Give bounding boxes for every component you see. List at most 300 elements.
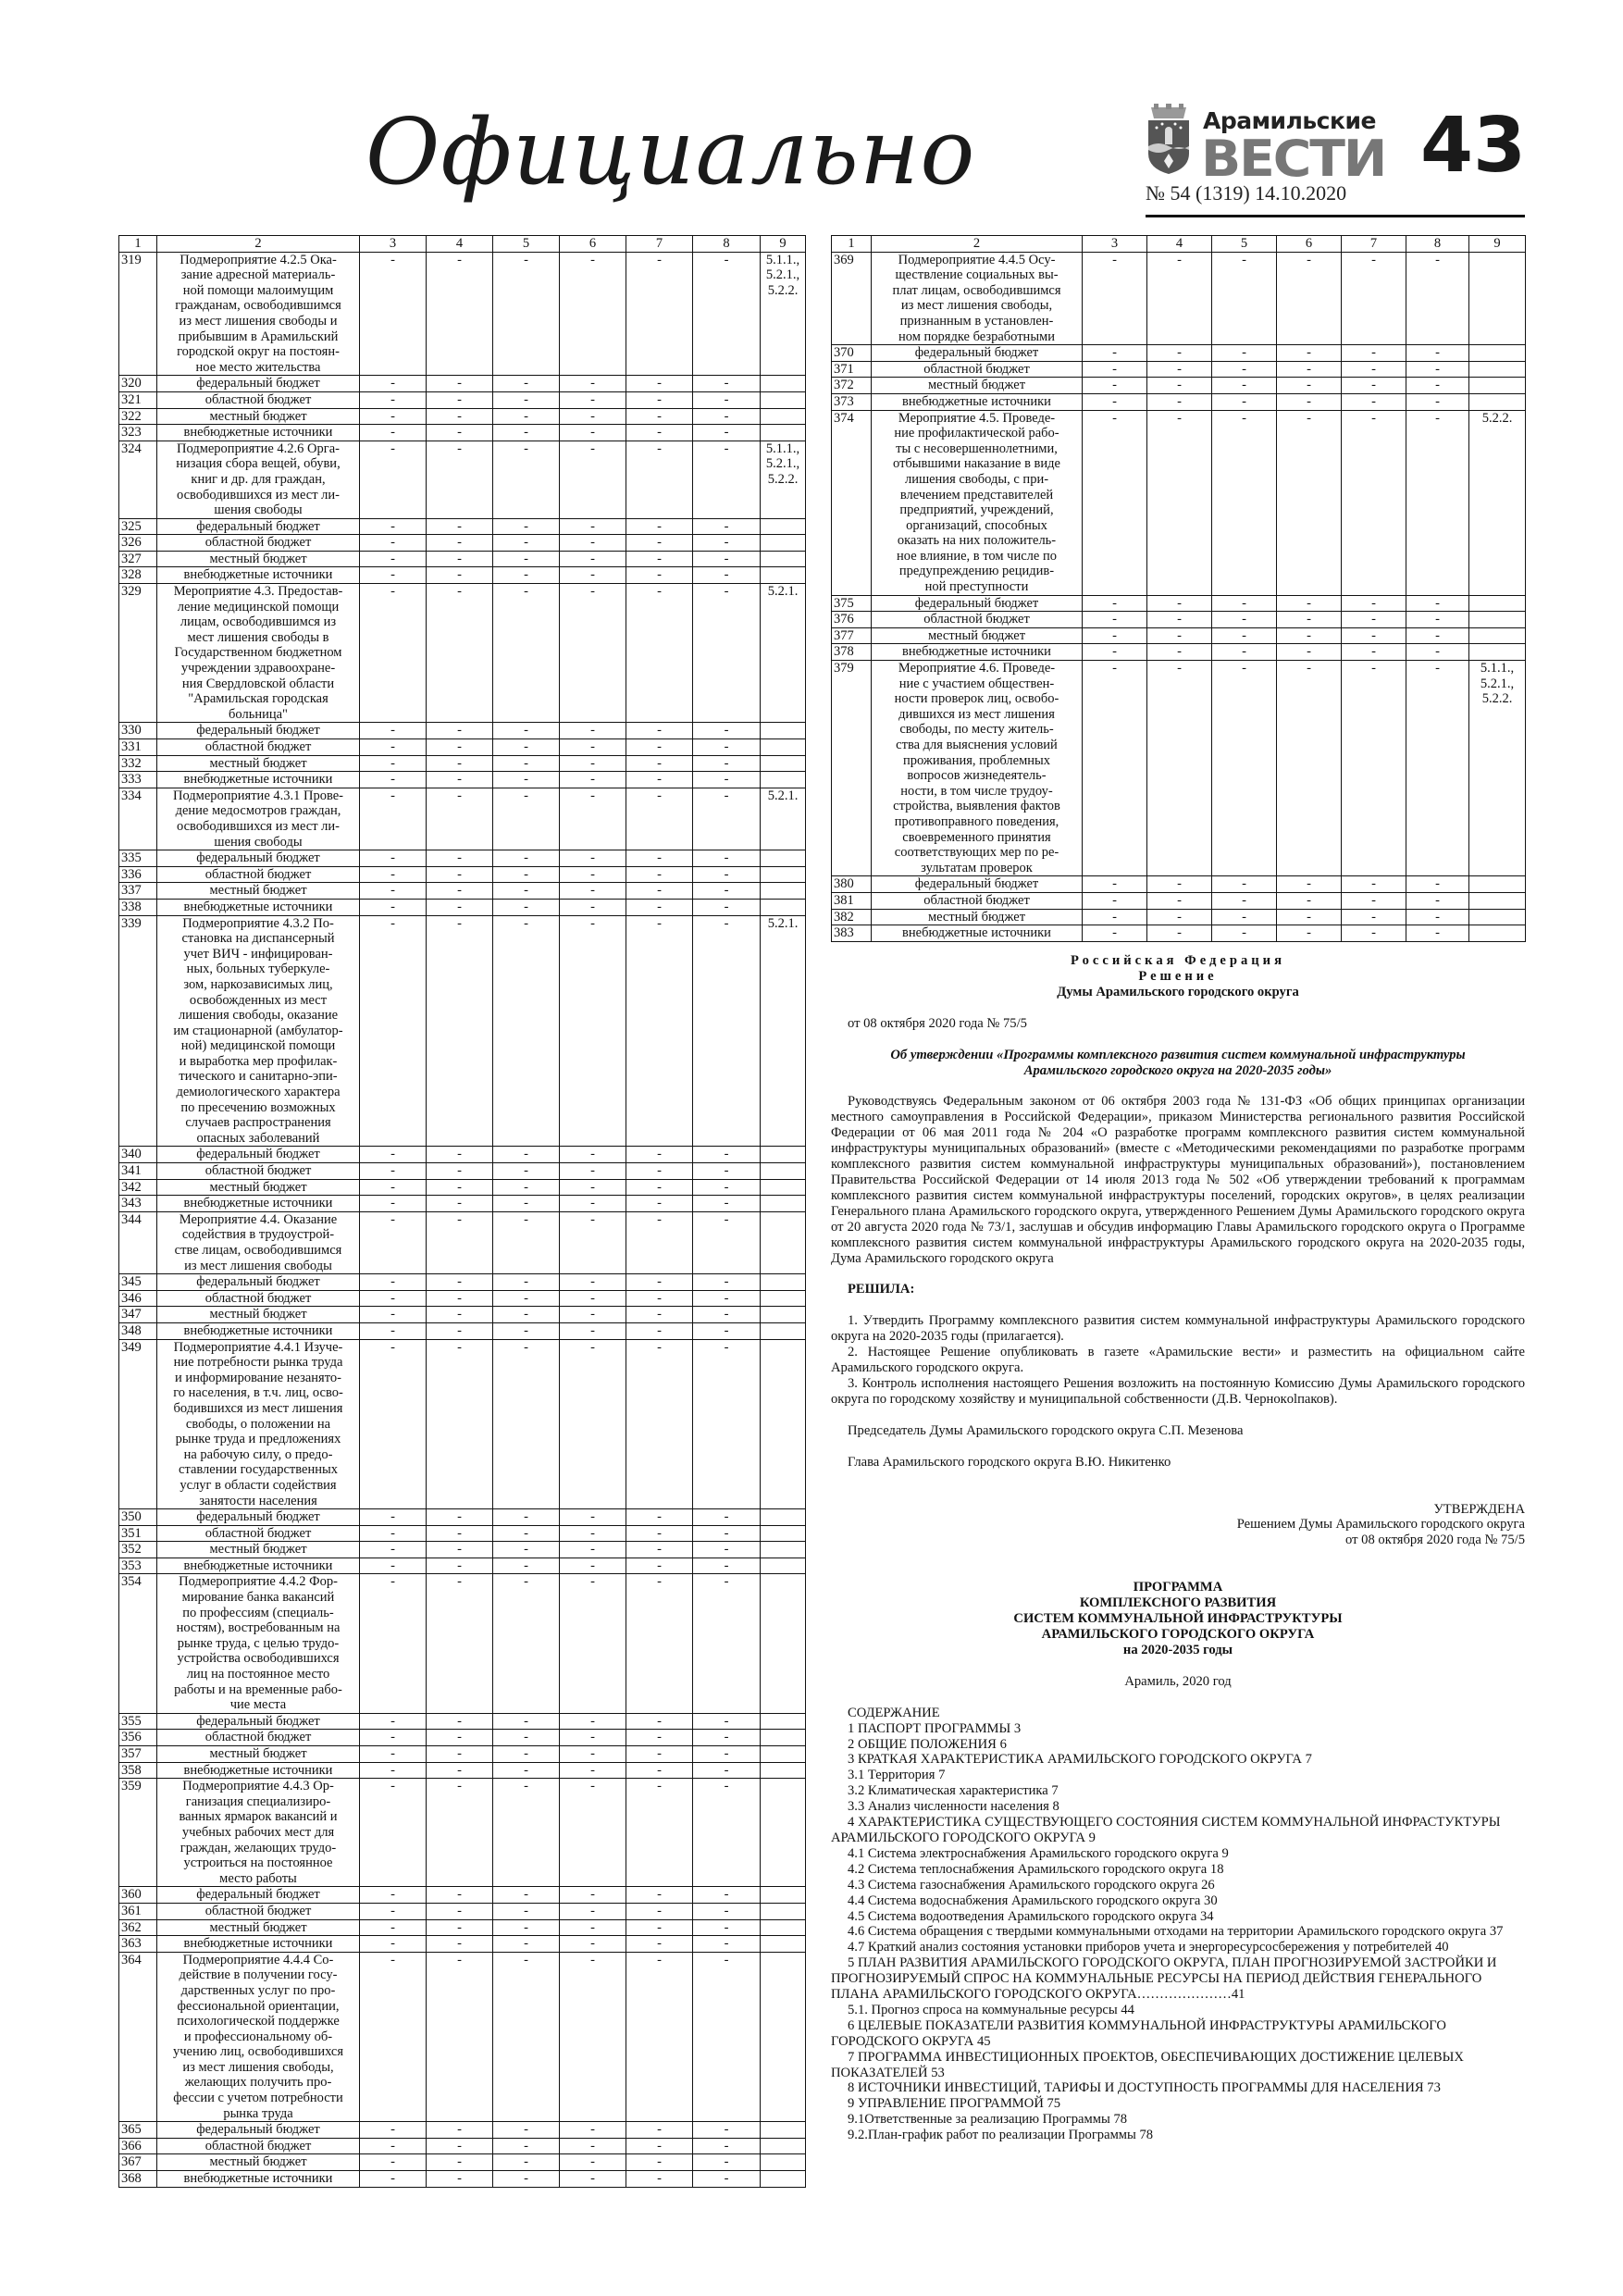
row-description: местный бюджет (157, 1179, 360, 1196)
table-row (119, 567, 806, 584)
table-row (832, 393, 1526, 410)
target-indicator-ref: 5.2.1. (761, 584, 806, 723)
value-cell: - (1147, 361, 1212, 378)
row-description: внебюджетные источники (157, 2171, 360, 2188)
target-indicator-ref (761, 1274, 806, 1291)
value-cell: - (360, 1147, 427, 1163)
row-number: 375 (832, 595, 872, 612)
value-cell: - (560, 915, 626, 1147)
value-cell: - (693, 408, 761, 425)
value-cell: - (560, 1936, 626, 1953)
value-cell: - (360, 408, 427, 425)
value-cell: - (427, 1730, 493, 1746)
table-row (119, 1211, 806, 1273)
value-cell: - (1277, 627, 1342, 644)
row-description: федеральный бюджет (157, 1713, 360, 1730)
table-of-contents (831, 1721, 1525, 2143)
table-row (119, 883, 806, 900)
value-cell: - (360, 1730, 427, 1746)
value-cell: - (1147, 393, 1212, 410)
value-cell: - (626, 1713, 693, 1730)
value-cell: - (560, 866, 626, 883)
value-cell: - (1342, 612, 1406, 628)
value-cell: - (1406, 595, 1469, 612)
value-cell: - (360, 1339, 427, 1509)
value-cell: - (560, 408, 626, 425)
value-cell: - (360, 1713, 427, 1730)
row-number: 324 (119, 441, 157, 518)
target-indicator-ref (761, 1558, 806, 1574)
value-cell: - (493, 1730, 560, 1746)
value-cell: - (693, 2122, 761, 2139)
value-cell: - (626, 2171, 693, 2188)
table-row (119, 1196, 806, 1212)
row-description: федеральный бюджет (157, 1509, 360, 1526)
value-cell: - (693, 1163, 761, 1180)
value-cell: - (626, 1196, 693, 1212)
column-header: 9 (1469, 236, 1526, 253)
toc-item: 3.2 Климатическая характеристика 7 (848, 1783, 1059, 1799)
value-cell: - (360, 252, 427, 376)
value-cell: - (493, 1713, 560, 1730)
target-indicator-ref (761, 1542, 806, 1558)
value-cell: - (626, 723, 693, 739)
value-cell: - (493, 518, 560, 535)
row-number: 383 (832, 925, 872, 942)
target-indicator-ref (1469, 595, 1526, 612)
value-cell: - (626, 1163, 693, 1180)
chairman-signature: Председатель Думы Арамильского городского округа С.П. Мезенова (848, 1422, 1244, 1438)
table-row (119, 584, 806, 723)
row-number: 323 (119, 425, 157, 441)
value-cell: - (560, 535, 626, 552)
value-cell: - (1083, 378, 1147, 394)
row-description: местный бюджет (872, 909, 1083, 925)
table-row (119, 899, 806, 915)
value-cell: - (1212, 909, 1277, 925)
value-cell: - (1083, 345, 1147, 362)
table-row (119, 1762, 806, 1779)
value-cell: - (560, 1779, 626, 1887)
value-cell: - (626, 535, 693, 552)
value-cell: - (560, 376, 626, 392)
value-cell: - (493, 1509, 560, 1526)
value-cell: - (1147, 410, 1212, 595)
target-indicator-ref: 5.1.1., 5.2.1., 5.2.2. (761, 252, 806, 376)
table-row (119, 1558, 806, 1574)
value-cell: - (427, 866, 493, 883)
target-indicator-ref (761, 408, 806, 425)
row-description: Мероприятие 4.6. Проведе- ние с участием обществен- ности проверок лиц, освобо- дившихся из мест лишения свободы, по месту житель- ства для выяснения условий проживания, проблемных вопросов жизнедеятель- ности, в том числе трудоу- стройства, выявления фактов противоправного поведения, своевременного принятия соответствующих мер по ре- зультатам проверок (872, 661, 1083, 876)
value-cell: - (693, 2138, 761, 2154)
column-header: 7 (626, 236, 693, 253)
toc-item: 3.1 Территория 7 (848, 1768, 946, 1783)
target-indicator-ref (761, 1887, 806, 1904)
toc-item: 4.3 Система газоснабжения Арамильского городского округа 26 (848, 1877, 1215, 1893)
value-cell: - (560, 1322, 626, 1339)
table-row (119, 1163, 806, 1180)
value-cell: - (360, 723, 427, 739)
value-cell: - (493, 391, 560, 408)
row-description: внебюджетные источники (157, 772, 360, 788)
value-cell: - (360, 1179, 427, 1196)
value-cell: - (493, 441, 560, 518)
target-indicator-ref (761, 1919, 806, 1936)
target-indicator-ref (1469, 345, 1526, 362)
header-rule (1146, 215, 1525, 217)
decision-resolved: РЕШИЛА: (848, 1282, 915, 1297)
table-row (832, 252, 1526, 345)
column-header: 3 (360, 236, 427, 253)
row-description: областной бюджет (157, 391, 360, 408)
column-header: 2 (157, 236, 360, 253)
row-number: 382 (832, 909, 872, 925)
value-cell: - (427, 1558, 493, 1574)
value-cell: - (1342, 876, 1406, 893)
value-cell: - (1212, 252, 1277, 345)
value-cell: - (427, 1779, 493, 1887)
target-indicator-ref (761, 1147, 806, 1163)
value-cell: - (493, 1903, 560, 1919)
value-cell: - (1277, 925, 1342, 942)
section-title: Официально (365, 100, 976, 205)
value-cell: - (360, 425, 427, 441)
row-description: федеральный бюджет (157, 1274, 360, 1291)
value-cell: - (427, 567, 493, 584)
row-description: Подмероприятие 4.4.2 Фор- мирование банка вакансий по профессиям (специаль- ностям), востребованным на рынке труда, с целью трудо- устройства освободившихся лиц на постоянное место работы и на временные рабо- чие места (157, 1574, 360, 1713)
approval-label: УТВЕРЖДЕНА (1433, 1501, 1525, 1517)
value-cell: - (1212, 345, 1277, 362)
value-cell: - (1342, 345, 1406, 362)
toc-item: 5.1. Прогноз спроса на коммунальные ресурсы 44 (848, 2002, 1134, 2017)
row-number: 330 (119, 723, 157, 739)
value-cell: - (360, 1746, 427, 1763)
value-cell: - (626, 1322, 693, 1339)
row-number: 359 (119, 1779, 157, 1887)
program-title-line: ПРОГРАММА (1133, 1580, 1223, 1595)
row-number: 346 (119, 1290, 157, 1307)
target-indicator-ref (761, 1211, 806, 1273)
value-cell: - (560, 1713, 626, 1730)
value-cell: - (360, 1558, 427, 1574)
value-cell: - (626, 408, 693, 425)
value-cell: - (693, 866, 761, 883)
value-cell: - (427, 899, 493, 915)
table-row (119, 1179, 806, 1196)
value-cell: - (560, 551, 626, 567)
target-indicator-ref (761, 1163, 806, 1180)
value-cell: - (493, 739, 560, 756)
head-signature: Глава Арамильского городского округа В.Ю. Никитенко (848, 1454, 1171, 1470)
value-cell: - (360, 788, 427, 850)
value-cell: - (693, 1762, 761, 1779)
row-number: 332 (119, 755, 157, 772)
value-cell: - (360, 1274, 427, 1291)
value-cell: - (1212, 661, 1277, 876)
value-cell: - (427, 883, 493, 900)
target-indicator-ref (761, 723, 806, 739)
value-cell: - (693, 1952, 761, 2122)
value-cell: - (1212, 378, 1277, 394)
row-number: 321 (119, 391, 157, 408)
row-description: внебюджетные источники (157, 567, 360, 584)
value-cell: - (560, 1903, 626, 1919)
value-cell: - (493, 899, 560, 915)
row-description: внебюджетные источники (157, 1936, 360, 1953)
toc-item: 9 УПРАВЛЕНИЕ ПРОГРАММОЙ 75 (848, 2096, 1061, 2112)
value-cell: - (493, 2154, 560, 2171)
value-cell: - (560, 788, 626, 850)
value-cell: - (1083, 661, 1147, 876)
row-description: областной бюджет (157, 535, 360, 552)
row-number: 326 (119, 535, 157, 552)
target-indicator-ref (1469, 612, 1526, 628)
row-description: Подмероприятие 4.2.5 Ока- зание адресной материаль- ной помощи малоимущим гражданам, освободившимся из мест лишения свободы и прибывшим в Арамильский городской округ на постоян- ное место жительства (157, 252, 360, 376)
table-row (832, 595, 1526, 612)
row-number: 370 (832, 345, 872, 362)
row-description: областной бюджет (157, 1903, 360, 1919)
value-cell: - (427, 850, 493, 867)
target-indicator-ref (1469, 644, 1526, 661)
value-cell: - (626, 1290, 693, 1307)
value-cell: - (1342, 410, 1406, 595)
target-indicator-ref (761, 1952, 806, 2122)
row-number: 335 (119, 850, 157, 867)
table-row (119, 1509, 806, 1526)
table-row (119, 755, 806, 772)
value-cell: - (626, 739, 693, 756)
value-cell: - (693, 1730, 761, 1746)
row-description: областной бюджет (157, 1730, 360, 1746)
value-cell: - (360, 1542, 427, 1558)
value-cell: - (693, 1509, 761, 1526)
row-description: федеральный бюджет (157, 850, 360, 867)
value-cell: - (427, 425, 493, 441)
value-cell: - (427, 1307, 493, 1323)
value-cell: - (693, 1196, 761, 1212)
value-cell: - (560, 850, 626, 867)
toc-item: 7 ПРОГРАММА ИНВЕСТИЦИОННЫХ ПРОЕКТОВ, ОБЕСПЕЧИВАЮЩИХ ДОСТИЖЕНИЕ ЦЕЛЕВЫХ ПОКАЗАТЕЛЕЙ 53 (831, 2049, 1464, 2080)
value-cell: - (360, 1952, 427, 2122)
value-cell: - (1406, 361, 1469, 378)
row-description: внебюджетные источники (157, 1196, 360, 1212)
target-indicator-ref (761, 1574, 806, 1713)
row-number: 348 (119, 1322, 157, 1339)
value-cell: - (626, 441, 693, 518)
value-cell: - (626, 850, 693, 867)
table-row (119, 376, 806, 392)
value-cell: - (560, 391, 626, 408)
value-cell: - (560, 1762, 626, 1779)
value-cell: - (693, 2171, 761, 2188)
value-cell: - (360, 899, 427, 915)
target-indicator-ref (761, 2122, 806, 2139)
value-cell: - (493, 1147, 560, 1163)
table-header-row (119, 236, 806, 253)
row-description: федеральный бюджет (157, 723, 360, 739)
column-header: 4 (1147, 236, 1212, 253)
target-indicator-ref (761, 883, 806, 900)
target-indicator-ref (761, 1903, 806, 1919)
value-cell: - (560, 2138, 626, 2154)
value-cell: - (560, 883, 626, 900)
table-row (119, 739, 806, 756)
value-cell: - (360, 2122, 427, 2139)
value-cell: - (693, 915, 761, 1147)
table-row (119, 1952, 806, 2122)
value-cell: - (427, 723, 493, 739)
table-row (119, 1307, 806, 1323)
toc-item: 9.1Ответственные за реализацию Программы 78 (848, 2112, 1128, 2128)
value-cell: - (427, 1903, 493, 1919)
target-indicator-ref (761, 535, 806, 552)
value-cell: - (427, 1952, 493, 2122)
value-cell: - (626, 788, 693, 850)
table-header-row (832, 236, 1526, 253)
row-description: областной бюджет (157, 866, 360, 883)
value-cell: - (693, 899, 761, 915)
decision-column (831, 953, 1525, 2143)
value-cell: - (1083, 612, 1147, 628)
value-cell: - (1212, 644, 1277, 661)
value-cell: - (427, 518, 493, 535)
row-number: 373 (832, 393, 872, 410)
value-cell: - (1277, 595, 1342, 612)
table-row (119, 1746, 806, 1763)
column-header: 4 (427, 236, 493, 253)
value-cell: - (493, 1574, 560, 1713)
value-cell: - (693, 2154, 761, 2171)
row-description: федеральный бюджет (872, 595, 1083, 612)
value-cell: - (1212, 925, 1277, 942)
value-cell: - (560, 772, 626, 788)
row-description: местный бюджет (157, 883, 360, 900)
row-description: Подмероприятие 4.4.3 Ор- ганизация специализиро- ванных ярмарок вакансий и учебных рабочих мест для граждан, желающих трудо- устроиться на постоянное место работы (157, 1779, 360, 1887)
coat-of-arms-icon (1146, 104, 1192, 176)
row-description: областной бюджет (157, 739, 360, 756)
toc-item: 1 ПАСПОРТ ПРОГРАММЫ 3 (848, 1720, 1022, 1736)
value-cell: - (493, 1952, 560, 2122)
target-indicator-ref (1469, 252, 1526, 345)
row-number: 363 (119, 1936, 157, 1953)
table-row (119, 1542, 806, 1558)
column-header: 6 (1277, 236, 1342, 253)
value-cell: - (560, 441, 626, 518)
value-cell: - (560, 1147, 626, 1163)
value-cell: - (427, 584, 493, 723)
value-cell: - (1277, 345, 1342, 362)
toc-item: 3 КРАТКАЯ ХАРАКТЕРИСТИКА АРАМИЛЬСКОГО ГОРОДСКОГО ОКРУГА 7 (848, 1752, 1312, 1768)
value-cell: - (626, 1542, 693, 1558)
value-cell: - (427, 376, 493, 392)
value-cell: - (493, 723, 560, 739)
value-cell: - (1083, 644, 1147, 661)
row-number: 361 (119, 1903, 157, 1919)
value-cell: - (1147, 345, 1212, 362)
table-row (119, 1936, 806, 1953)
target-indicator-ref (761, 772, 806, 788)
toc-item: 4.2 Система теплоснабжения Арамильского городского округа 18 (848, 1861, 1224, 1877)
value-cell: - (360, 866, 427, 883)
target-indicator-ref (761, 376, 806, 392)
table-row (832, 661, 1526, 876)
target-indicator-ref (761, 755, 806, 772)
row-number: 381 (832, 892, 872, 909)
table-row (119, 1274, 806, 1291)
value-cell: - (693, 883, 761, 900)
value-cell: - (626, 1779, 693, 1887)
value-cell: - (493, 1936, 560, 1953)
table-row (119, 788, 806, 850)
page-number: 43 (1420, 102, 1527, 190)
value-cell: - (1083, 892, 1147, 909)
value-cell: - (493, 425, 560, 441)
value-cell: - (560, 1558, 626, 1574)
row-number: 345 (119, 1274, 157, 1291)
row-number: 360 (119, 1887, 157, 1904)
value-cell: - (626, 1887, 693, 1904)
value-cell: - (1406, 925, 1469, 942)
value-cell: - (1342, 393, 1406, 410)
value-cell: - (1083, 361, 1147, 378)
value-cell: - (493, 535, 560, 552)
value-cell: - (493, 584, 560, 723)
target-indicator-ref: 5.2.1. (761, 788, 806, 850)
row-number: 339 (119, 915, 157, 1147)
right-program-table (831, 235, 1526, 942)
value-cell: - (493, 2122, 560, 2139)
table-row (119, 252, 806, 376)
value-cell: - (427, 788, 493, 850)
value-cell: - (427, 2171, 493, 2188)
table-row (832, 892, 1526, 909)
value-cell: - (693, 1746, 761, 1763)
target-indicator-ref (761, 1936, 806, 1953)
decision-heading-country: Российская Федерация (1071, 953, 1285, 968)
table-row (832, 876, 1526, 893)
row-description: внебюджетные источники (157, 1558, 360, 1574)
column-header: 2 (872, 236, 1083, 253)
row-number: 328 (119, 567, 157, 584)
value-cell: - (493, 1887, 560, 1904)
row-description: федеральный бюджет (157, 1887, 360, 1904)
table-row (119, 1290, 806, 1307)
value-cell: - (626, 899, 693, 915)
table-row (832, 345, 1526, 362)
row-number: 352 (119, 1542, 157, 1558)
value-cell: - (427, 441, 493, 518)
value-cell: - (360, 376, 427, 392)
value-cell: - (626, 772, 693, 788)
value-cell: - (626, 1746, 693, 1763)
value-cell: - (493, 1274, 560, 1291)
value-cell: - (493, 1290, 560, 1307)
value-cell: - (1083, 909, 1147, 925)
row-number: 344 (119, 1211, 157, 1273)
row-number: 357 (119, 1746, 157, 1763)
value-cell: - (626, 1339, 693, 1509)
row-description: Подмероприятие 4.2.6 Орга- низация сбора вещей, обуви, книг и др. для граждан, освободившихся из мест ли- шения свободы (157, 441, 360, 518)
value-cell: - (360, 2138, 427, 2154)
table-row (119, 866, 806, 883)
value-cell: - (1147, 876, 1212, 893)
value-cell: - (1147, 378, 1212, 394)
value-cell: - (360, 1163, 427, 1180)
value-cell: - (1342, 661, 1406, 876)
value-cell: - (560, 1307, 626, 1323)
value-cell: - (560, 755, 626, 772)
table-row (119, 408, 806, 425)
